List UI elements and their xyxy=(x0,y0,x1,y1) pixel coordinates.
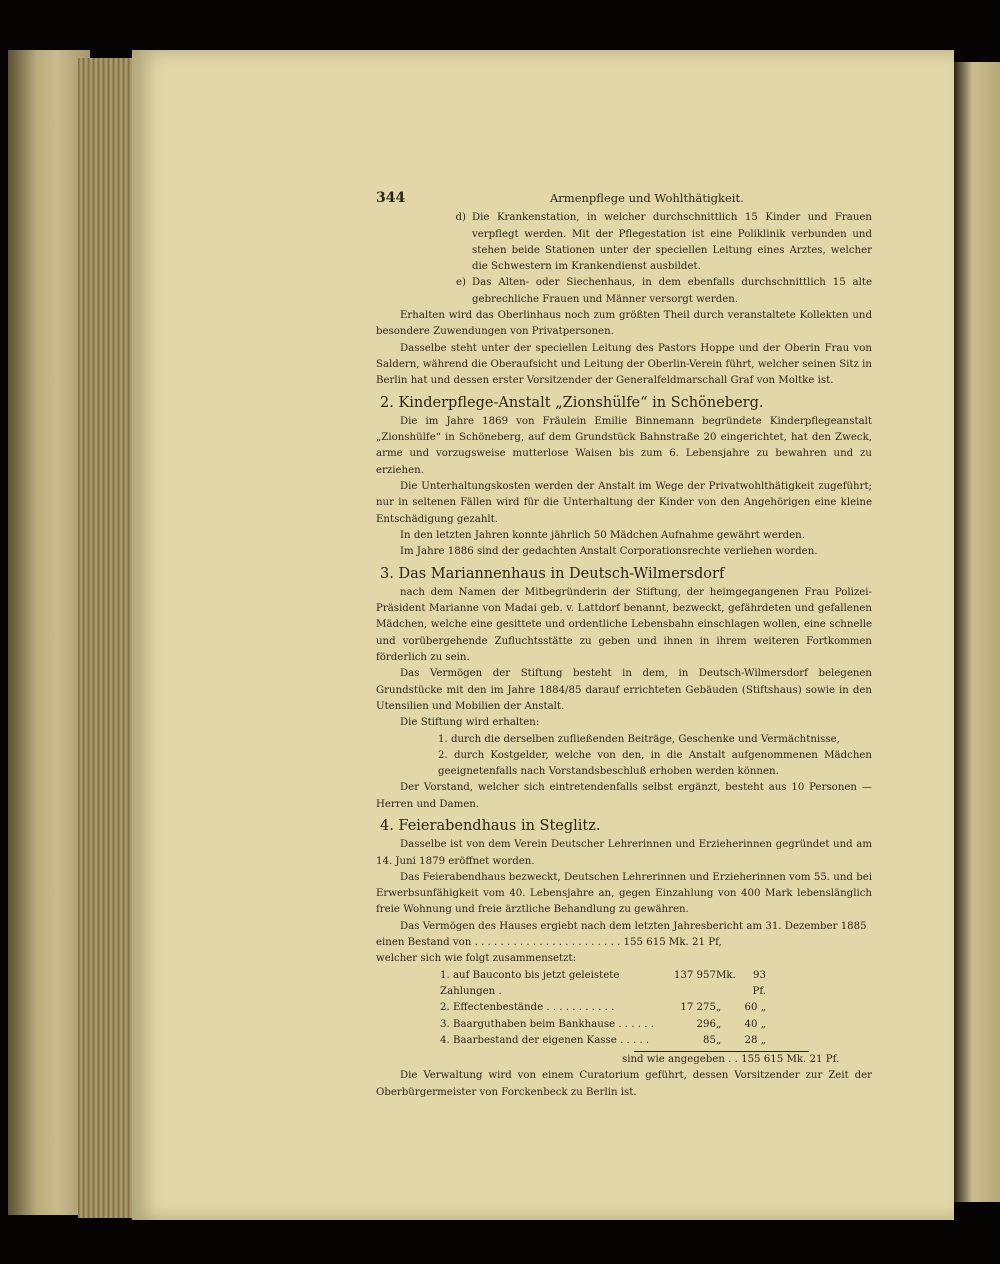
paragraph: Erhalten wird das Oberlinhaus noch zum größten Theil durch veranstaltete Kollekten und besondere Zuwendungen von Privatpersonen. xyxy=(376,310,872,338)
paragraph: Der Vorstand, welcher sich eintretendenfalls selbst ergänzt, besteht aus 10 Personen — Herren und Damen. xyxy=(376,782,872,810)
table-row: 1. auf Bauconto bis jetzt geleistete Zahlungen . 137 957 Mk. 93 Pf. xyxy=(440,969,766,997)
table-row: 3. Baarguthaben beim Bankhause . . . . . . 296 „ 40 „ xyxy=(440,1018,766,1030)
paragraph: Im Jahre 1886 sind der gedachten Anstalt Corporationsrechte verliehen worden. xyxy=(400,546,818,558)
list-item: d) Die Krankenstation, in welcher durchschnittlich 15 Kinder und Frauen verpflegt werden. Mit der Pflegestation ist eine Poliklinik verbunden und stehen beide Stationen unter der speciellen Leitung eines Arztes, welcher die Schwestern im Krankendienst ausbildet. xyxy=(455,212,872,273)
paragraph: Die Unterhaltungskosten werden der Anstalt im Wege der Privatwohlthätigkeit zugeführt; nur in seltenen Fällen wird für die Unterhaltung der Kinder von den Angehörigen eine kleine Entschädigung gezahlt. xyxy=(376,481,872,525)
paragraph: nach dem Namen der Mitbegründerin der Stiftung, der heimgegangenen Frau Polizei-Präsident Marianne von Madai geb. v. Lattdorf benannt, bezweckt, gefährdeten und gefallenen Mädchen, welche eine gesittete und ordentliche Lebensbahn einschlagen wollen, eine schnelle und vorübergehende Zufluchtsstätte zu geben und ihnen in ihrem weiteren Fortkommen förderlich zu sein. xyxy=(376,586,872,664)
paragraph: In den letzten Jahren konnte jährlich 50 Mädchen Aufnahme gewährt werden. xyxy=(400,529,805,541)
section-heading: 2. Kinderpflege-Anstalt „Zionshülfe“ in Schöneberg. xyxy=(380,394,764,411)
paragraph: welcher sich wie folgt zusammensetzt: xyxy=(376,953,577,965)
paragraph: Dasselbe steht unter der speciellen Leitung des Pastors Hoppe und der Oberin Frau von Saldern, während die Oberaufsicht und Leitung der Oberlin-Verein führt, welcher seinen Sitz in Berlin hat und dessen erster Vorsitzender der Generalfeldmarschall Graf von Moltke ist. xyxy=(376,342,872,387)
table-row: 4. Baarbestand der eigenen Kasse . . . . . 85 „ 28 „ xyxy=(440,1034,766,1046)
paragraph: Die Verwaltung wird von einem Curatorium geführt, dessen Vorsitzender zur Zeit der Oberbürgermeister von Forckenbeck zu Berlin ist. xyxy=(376,1070,872,1098)
page-header xyxy=(376,190,872,206)
paragraph: Das Vermögen des Hauses ergiebt nach dem letzten Jahresbericht am 31. Dezember 1885 xyxy=(400,920,867,932)
table-row: 2. Effectenbestände . . . . . . . . . . . 17 275 „ 60 „ xyxy=(440,1002,766,1014)
list-item: e) Das Alten- oder Siechenhaus, in dem ebenfalls durchschnittlich 15 alte gebrechliche Frauen und Männer versorgt werden. xyxy=(455,277,872,305)
page-number: 344 xyxy=(376,190,406,206)
section-heading: 4. Feierabendhaus in Steglitz. xyxy=(380,817,601,834)
table-total: sind wie angegeben . . 155 615 Mk. 21 Pf. xyxy=(622,1054,840,1066)
asset-table xyxy=(376,968,872,1069)
paragraph: einen Bestand von . . . . . . . . . . . . . . . . . . . . . . . 155 615 Mk. 21 Pf, xyxy=(376,937,722,949)
paragraph: Dasselbe ist von dem Verein Deutscher Lehrerinnen und Erzieherinnen gegründet und am 14. Juni 1879 eröffnet worden. xyxy=(376,839,872,867)
paragraph: Das Feierabendhaus bezweckt, Deutschen Lehrerinnen und Erzieherinnen vom 55. und bei Erwerbsunfähigkeit vom 40. Lebensjahre an, gegen Einzahlung von 400 Mark lebenslänglich freie Wohnung und freie ärztliche Behandlung zu gewähren. xyxy=(376,871,872,916)
paragraph: Die Stiftung wird erhalten: xyxy=(400,717,540,729)
paragraph: Das Vermögen der Stiftung besteht in dem, in Deutsch-Wilmersdorf belegenen Grundstücke mit den im Jahre 1884/85 darauf errichteten Gebäuden (Stiftshaus) sowie in den Utensilien und Mobilien der Anstalt. xyxy=(376,668,872,712)
list-item: 1. durch die derselben zufließenden Beiträge, Geschenke und Vermächtnisse, xyxy=(438,733,840,745)
paragraph: Die im Jahre 1869 von Fräulein Emilie Binnemann begründete Kinderpflegeanstalt „Zionshülfe“ in Schöneberg, auf dem Grundstück Bahnstraße 20 eingerichtet, hat den Zweck, arme und vorzugsweise mutterlose Waisen bis zum 6. Lebensjahre zu bewahren und zu erziehen. xyxy=(376,415,872,476)
running-title: Armenpflege und Wohlthätigkeit. xyxy=(550,191,744,205)
section-heading: 3. Das Mariannenhaus in Deutsch-Wilmersdorf xyxy=(380,565,725,582)
page-text xyxy=(376,190,872,1101)
list-item: 2. durch Kostgelder, welche von den, in die Anstalt aufgenommenen Mädchen geeignetenfalls nach Vorstandsbeschluß erhoben werden können. xyxy=(438,749,872,778)
next-page-edge xyxy=(954,62,1000,1202)
